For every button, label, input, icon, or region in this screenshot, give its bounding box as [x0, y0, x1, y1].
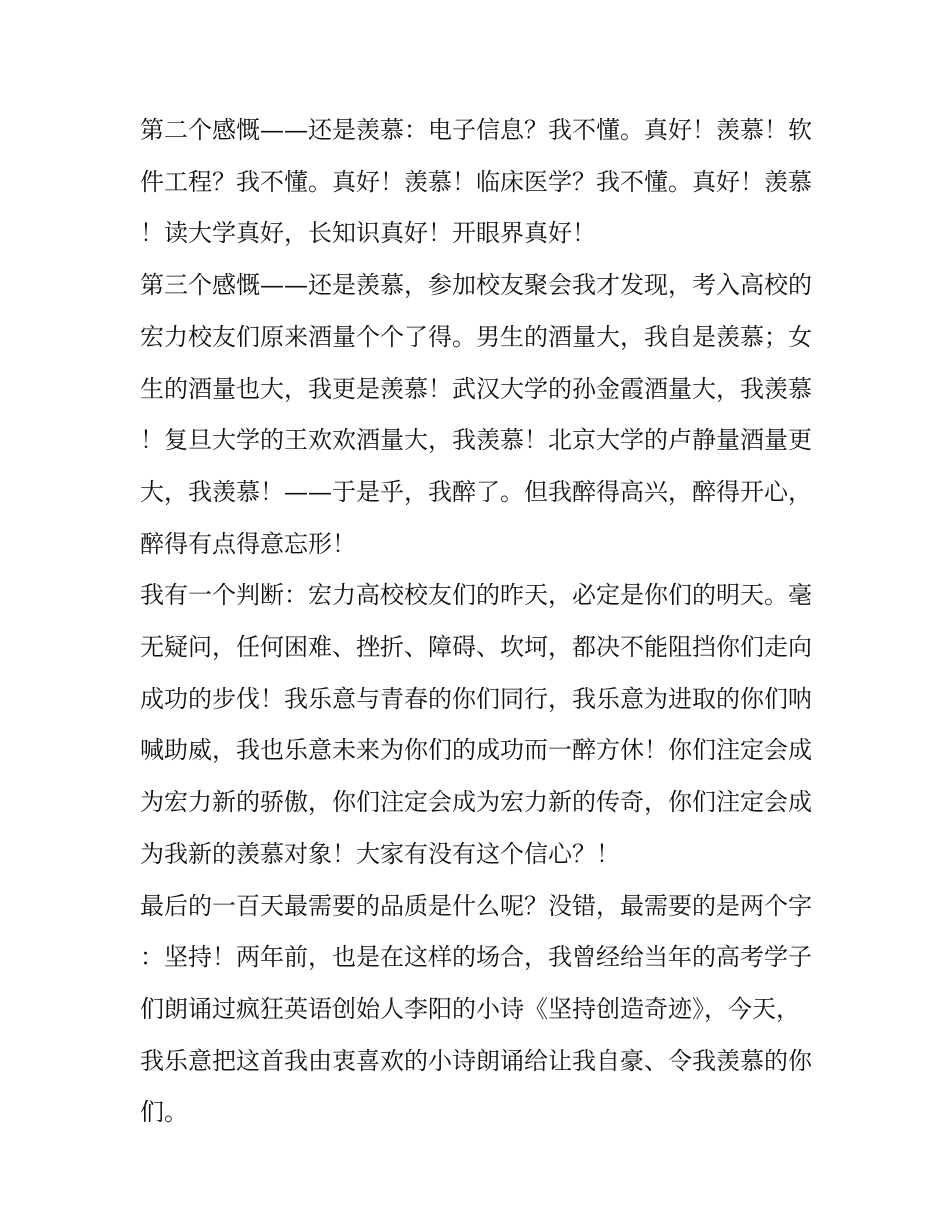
paragraph-judgment: 我有一个判断：宏力高校校友们的昨天，必定是你们的明天。毫无疑问，任何困难、挫折、障碍、坎坷，都决不能阻挡你们走向成功的步伐！我乐意与青春的你们同行，我乐意为进取的你们呐喊助威，我也乐意未来为你们的成功而一醉方休！你们注定会成为宏力新的骄傲，你们注定会成为宏力新的传奇，你们注定会成为我新的羡慕对象！大家有没有这个信心？！ [140, 581, 812, 868]
paragraph-third-reflection: 第三个感慨——还是羡慕，参加校友聚会我才发现，考入高校的宏力校友们原来酒量个个了得。男生的酒量大，我自是羡慕；女生的酒量也大，我更是羡慕！武汉大学的孙金霞酒量大，我羡慕！复旦大学的王欢欢酒量大，我羡慕！北京大学的卢静量酒量更大，我羡慕！——于是乎，我醉了。但我醉得高兴，醉得开心，醉得有点得意忘形！ [140, 271, 812, 558]
paragraph-persistence: 最后的一百天最需要的品质是什么呢？没错，最需要的是两个字：坚持！两年前，也是在这样的场合，我曾经给当年的高考学子们朗诵过疯狂英语创始人李阳的小诗《坚持创造奇迹》，今天，我乐意把这首我由衷喜欢的小诗朗诵给让我自豪、令我羡慕的你们。 [140, 891, 812, 1127]
document-body [140, 105, 812, 1139]
paragraph-second-reflection: 第二个感慨——还是羡慕：电子信息？我不懂。真好！羡慕！软件工程？我不懂。真好！羡慕！临床医学？我不懂。真好！羡慕！读大学真好，长知识真好！开眼界真好！ [140, 116, 812, 248]
